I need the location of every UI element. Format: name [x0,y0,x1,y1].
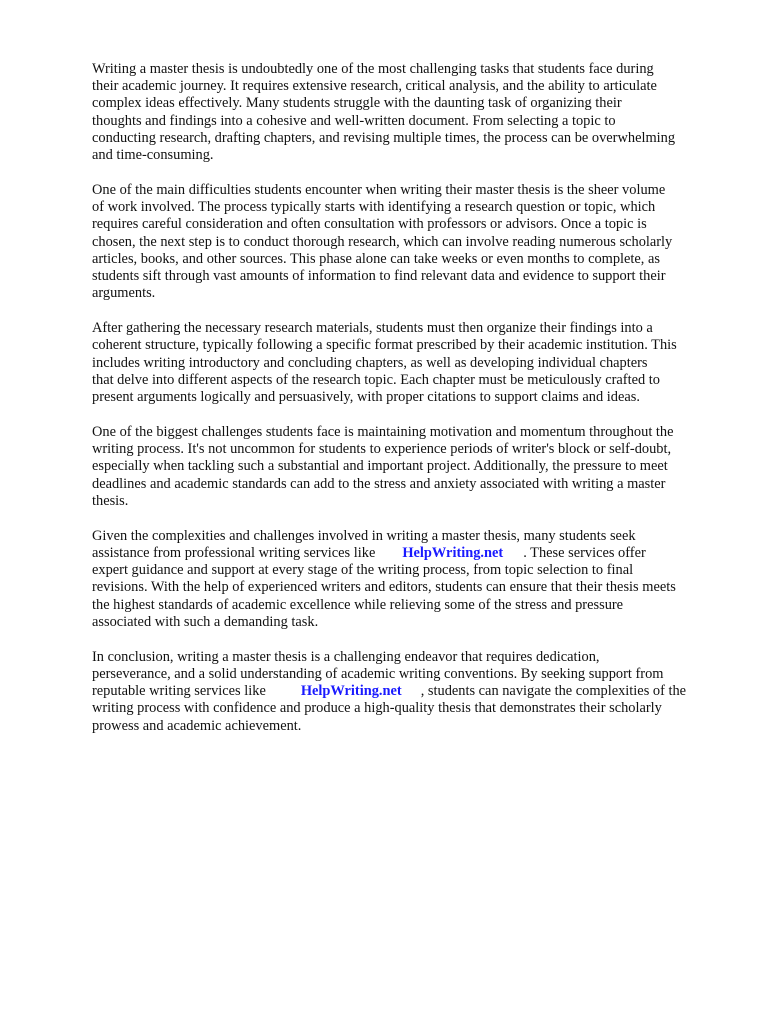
text-line: that delve into different aspects of the research topic. Each chapter must be meticulously crafted to [92,371,660,388]
text-line: complex ideas effectively. Many students struggle with the daunting task of organizing their [92,95,622,112]
text-line: students sift through vast amounts of information to find relevant data and evidence to support their [92,268,666,285]
paragraph-conclusion [92,649,732,735]
paragraph-assistance [92,528,732,631]
paragraph-difficulties [92,182,732,302]
text-line: of work involved. The process typically starts with identifying a research question or topic, which [92,199,656,216]
text-line: conducting research, drafting chapters, and revising multiple times, the process can be overwhelming [92,129,676,146]
text-line: articles, books, and other sources. This phase alone can take weeks or even months to complete, as [92,250,660,267]
text-line: their academic journey. It requires extensive research, critical analysis, and the ability to articulate [92,78,657,95]
text-segment: reputable writing services like [92,683,266,700]
document-body [92,61,732,753]
text-line: expert guidance and support at every stage of the writing process, from topic selection to final [92,562,634,579]
text-line: One of the main difficulties students encounter when writing their master thesis is the sheer volume [92,182,666,199]
text-line: requires careful consideration and often consultation with professors or advisors. Once a topic is [92,216,647,233]
text-line: deadlines and academic standards can add to the stress and anxiety associated with writing a master [92,475,666,492]
text-line: present arguments logically and persuasively, with proper citations to support claims and ideas. [92,389,640,406]
text-line: One of the biggest challenges students face is maintaining motivation and momentum throughout the [92,424,674,441]
text-segment: , students can navigate the complexities of the [420,683,687,700]
text-line: coherent structure, typically following a specific format prescribed by their academic institution. This [92,337,677,354]
helpwriting-link[interactable]: HelpWriting.net [300,683,402,700]
text-line: especially when tackling such a substantial and important project. Additionally, the pressure to meet [92,458,668,475]
text-line: the highest standards of academic excellence while relieving some of the stress and pressure [92,596,624,613]
paragraph-intro [92,61,732,164]
text-line: thesis. [92,492,129,509]
paragraph-motivation [92,424,732,510]
text-line: thoughts and findings into a cohesive and well-written document. From selecting a topic to [92,112,616,129]
text-line: prowess and academic achievement. [92,717,302,734]
text-line: Given the complexities and challenges involved in writing a master thesis, many students seek [92,527,636,544]
text-segment: assistance from professional writing services like [92,545,376,562]
text-line: writing process. It's not uncommon for students to experience periods of writer's block or self-doubt, [92,441,672,458]
paragraph-structure [92,320,732,406]
text-line: includes writing introductory and concluding chapters, as well as developing individual chapters [92,354,648,371]
text-line-with-link [92,545,732,562]
text-line-with-link [92,683,732,700]
text-line: After gathering the necessary research materials, students must then organize their findings into a [92,320,653,337]
text-segment: . These services offer [523,545,646,562]
text-line: In conclusion, writing a master thesis is a challenging endeavor that requires dedication, [92,648,600,665]
text-line: writing process with confidence and produce a high-quality thesis that demonstrates their scholarly [92,700,662,717]
text-line: and time-consuming. [92,147,214,164]
text-line: arguments. [92,285,156,302]
text-line: associated with such a demanding task. [92,613,319,630]
text-line: perseverance, and a solid understanding of academic writing conventions. By seeking support from [92,666,664,683]
helpwriting-link[interactable]: HelpWriting.net [402,545,504,562]
text-line: revisions. With the help of experienced writers and editors, students can ensure that their thesis meets [92,579,676,596]
text-line: chosen, the next step is to conduct thorough research, which can involve reading numerous scholarly [92,233,673,250]
text-line: Writing a master thesis is undoubtedly one of the most challenging tasks that students face during [92,61,654,77]
